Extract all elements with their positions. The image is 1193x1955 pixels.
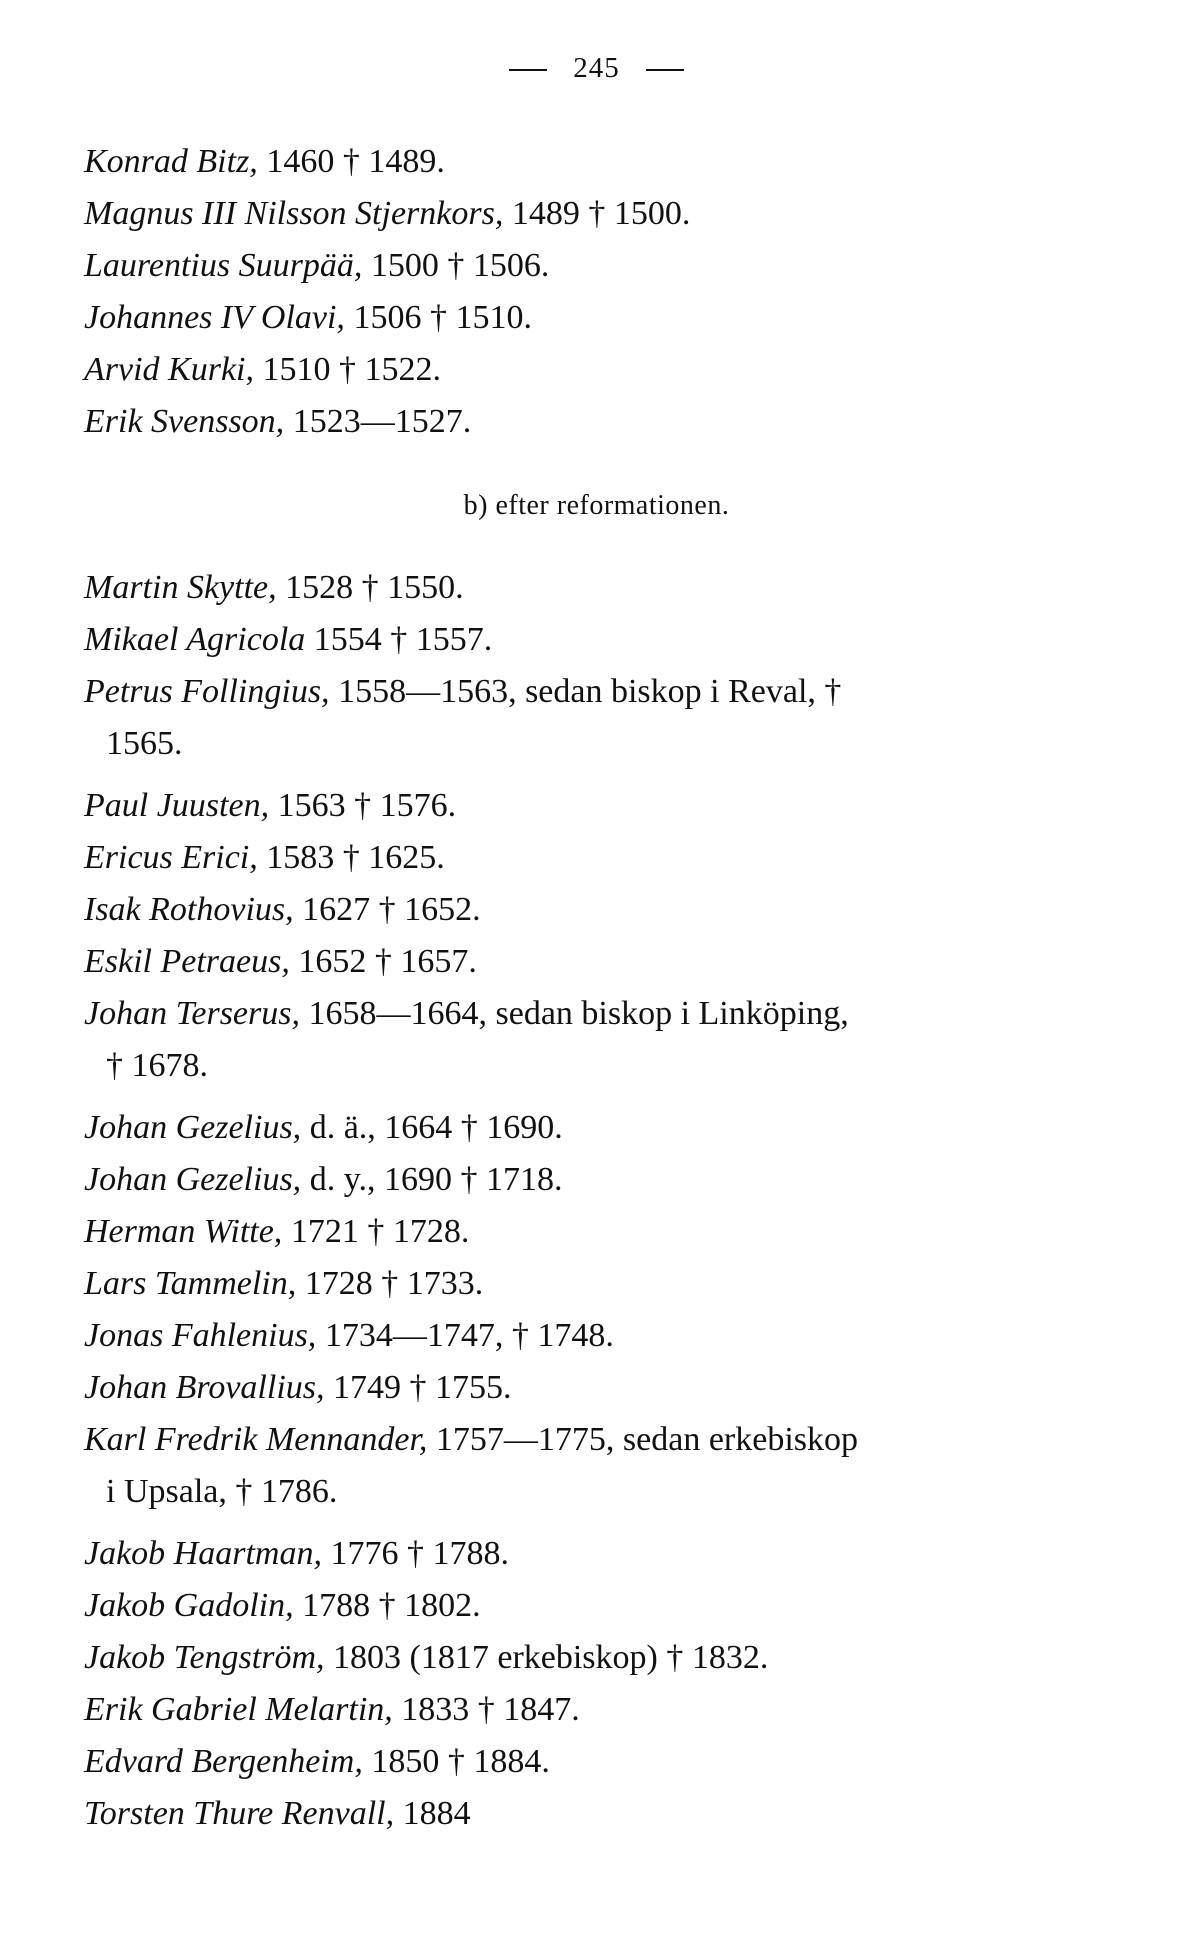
entry-dates: 1788 † 1802. — [302, 1587, 481, 1624]
entry-continuation: † 1678. — [106, 1047, 208, 1084]
entry-dates: 1627 † 1652. — [302, 891, 481, 928]
entry-name: Martin Skytte, — [84, 569, 277, 606]
entry-name: Jakob Tengström, — [84, 1639, 325, 1676]
entry-dates: d. y., 1690 † 1718. — [309, 1161, 563, 1198]
entry-johan-terserus — [84, 992, 849, 1036]
entry-eskil-petraeus — [84, 940, 477, 984]
entry-dates: 1554 † 1557. — [313, 621, 493, 658]
entry-dates: 1803 (1817 erkebiskop) † 1832. — [333, 1639, 769, 1676]
entry-isak-rothovius — [84, 888, 481, 932]
entry-jakob-tengstrom — [84, 1636, 768, 1680]
entry-name: Arvid Kurki, — [84, 351, 254, 388]
entry-johannes-iv — [84, 296, 532, 340]
entry-jakob-haartman — [84, 1532, 509, 1576]
entry-name: Petrus Follingius, — [84, 673, 330, 710]
entry-dates: 1749 † 1755. — [333, 1369, 512, 1406]
entry-paul-juusten — [84, 784, 456, 828]
entry-name: Johan Gezelius, — [84, 1109, 302, 1146]
entry-name: Johan Terserus, — [84, 995, 300, 1032]
entry-dates: 1734—1747, † 1748. — [324, 1317, 614, 1354]
dash-right — [646, 69, 684, 71]
entry-name: Erik Svensson, — [84, 403, 285, 440]
entry-jakob-gadolin — [84, 1584, 481, 1628]
entry-ericus-erici — [84, 836, 445, 880]
entry-dates: 1776 † 1788. — [330, 1535, 509, 1572]
entry-laurentius — [84, 244, 549, 288]
entry-dates: 1728 † 1733. — [304, 1265, 484, 1302]
entry-continuation: 1565. — [106, 725, 183, 762]
entry-name: Karl Fredrik Mennander, — [84, 1421, 428, 1458]
entry-torsten-thure-renvall — [84, 1792, 471, 1836]
entry-konrad-bitz — [84, 140, 445, 184]
entry-dates: 1658—1664, sedan biskop i Linköping, — [308, 995, 849, 1032]
entry-johan-gezelius-da — [84, 1106, 563, 1150]
entry-dates: 1884 — [402, 1795, 471, 1832]
entry-dates: 1833 † 1847. — [401, 1691, 580, 1728]
entry-jonas-fahlenius — [84, 1314, 614, 1358]
entry-dates: d. ä., 1664 † 1690. — [309, 1109, 563, 1146]
entry-name: Torsten Thure Renvall, — [84, 1795, 395, 1832]
entry-dates: 1500 † 1506. — [370, 247, 550, 284]
entry-name: Isak Rothovius, — [84, 891, 294, 928]
entry-dates: 1460 † 1489. — [266, 143, 445, 180]
entry-dates: 1523—1527. — [292, 403, 472, 440]
entry-name: Ericus Erici, — [84, 839, 258, 876]
entry-dates: 1528 † 1550. — [285, 569, 464, 606]
entry-name: Eskil Petraeus, — [84, 943, 290, 980]
entry-dates: 1510 † 1522. — [262, 351, 441, 388]
entry-name: Lars Tammelin, — [84, 1265, 297, 1302]
entry-karl-fredrik-mennander — [84, 1418, 858, 1462]
entry-erik-gabriel-melartin — [84, 1688, 580, 1732]
entry-name: Paul Juusten, — [84, 787, 270, 824]
entry-name: Konrad Bitz, — [84, 143, 258, 180]
entry-name: Edvard Bergenheim, — [84, 1743, 363, 1780]
entry-name: Jakob Gadolin, — [84, 1587, 294, 1624]
entry-arvid-kurki — [84, 348, 441, 392]
dash-left — [509, 69, 547, 71]
entry-dates: 1489 † 1500. — [511, 195, 691, 232]
entry-name: Erik Gabriel Melartin, — [84, 1691, 393, 1728]
entry-name: Jakob Haartman, — [84, 1535, 322, 1572]
entry-martin-skytte — [84, 566, 464, 610]
entry-name: Johan Brovallius, — [84, 1369, 325, 1406]
entry-name: Johannes IV Olavi, — [84, 299, 345, 336]
entry-johan-brovallius — [84, 1366, 512, 1410]
entry-dates: 1583 † 1625. — [266, 839, 445, 876]
entry-dates: 1563 † 1576. — [277, 787, 457, 824]
entry-lars-tammelin — [84, 1262, 483, 1306]
entry-name: Jonas Fahlenius, — [84, 1317, 317, 1354]
entry-dates: 1558—1563, sedan biskop i Reval, † — [338, 673, 842, 710]
entry-petrus-follingius — [84, 670, 841, 714]
page-number-text: 245 — [573, 52, 620, 84]
entry-dates: 1652 † 1657. — [298, 943, 477, 980]
entry-name: Johan Gezelius, — [84, 1161, 302, 1198]
section-heading: b) efter reformationen. — [463, 490, 730, 521]
entry-name: Laurentius Suurpää, — [84, 247, 363, 284]
entry-erik-svensson — [84, 400, 471, 444]
page-number — [0, 52, 1193, 85]
entry-dates: 1721 † 1728. — [290, 1213, 470, 1250]
entry-mikael-agricola — [84, 618, 492, 662]
entry-dates: 1850 † 1884. — [371, 1743, 550, 1780]
entry-dates: 1757—1775, sedan erkebiskop — [435, 1421, 859, 1458]
entry-edvard-bergenheim — [84, 1740, 550, 1784]
entry-name: Herman Witte, — [84, 1213, 283, 1250]
entry-johan-gezelius-dy — [84, 1158, 562, 1202]
entry-herman-witte — [84, 1210, 469, 1254]
entry-dates: 1506 † 1510. — [353, 299, 532, 336]
entry-continuation: i Upsala, † 1786. — [106, 1473, 338, 1510]
entry-name: Mikael Agricola — [84, 621, 306, 658]
entry-name: Magnus III Nilsson Stjernkors, — [84, 195, 504, 232]
entry-magnus-iii — [84, 192, 690, 236]
